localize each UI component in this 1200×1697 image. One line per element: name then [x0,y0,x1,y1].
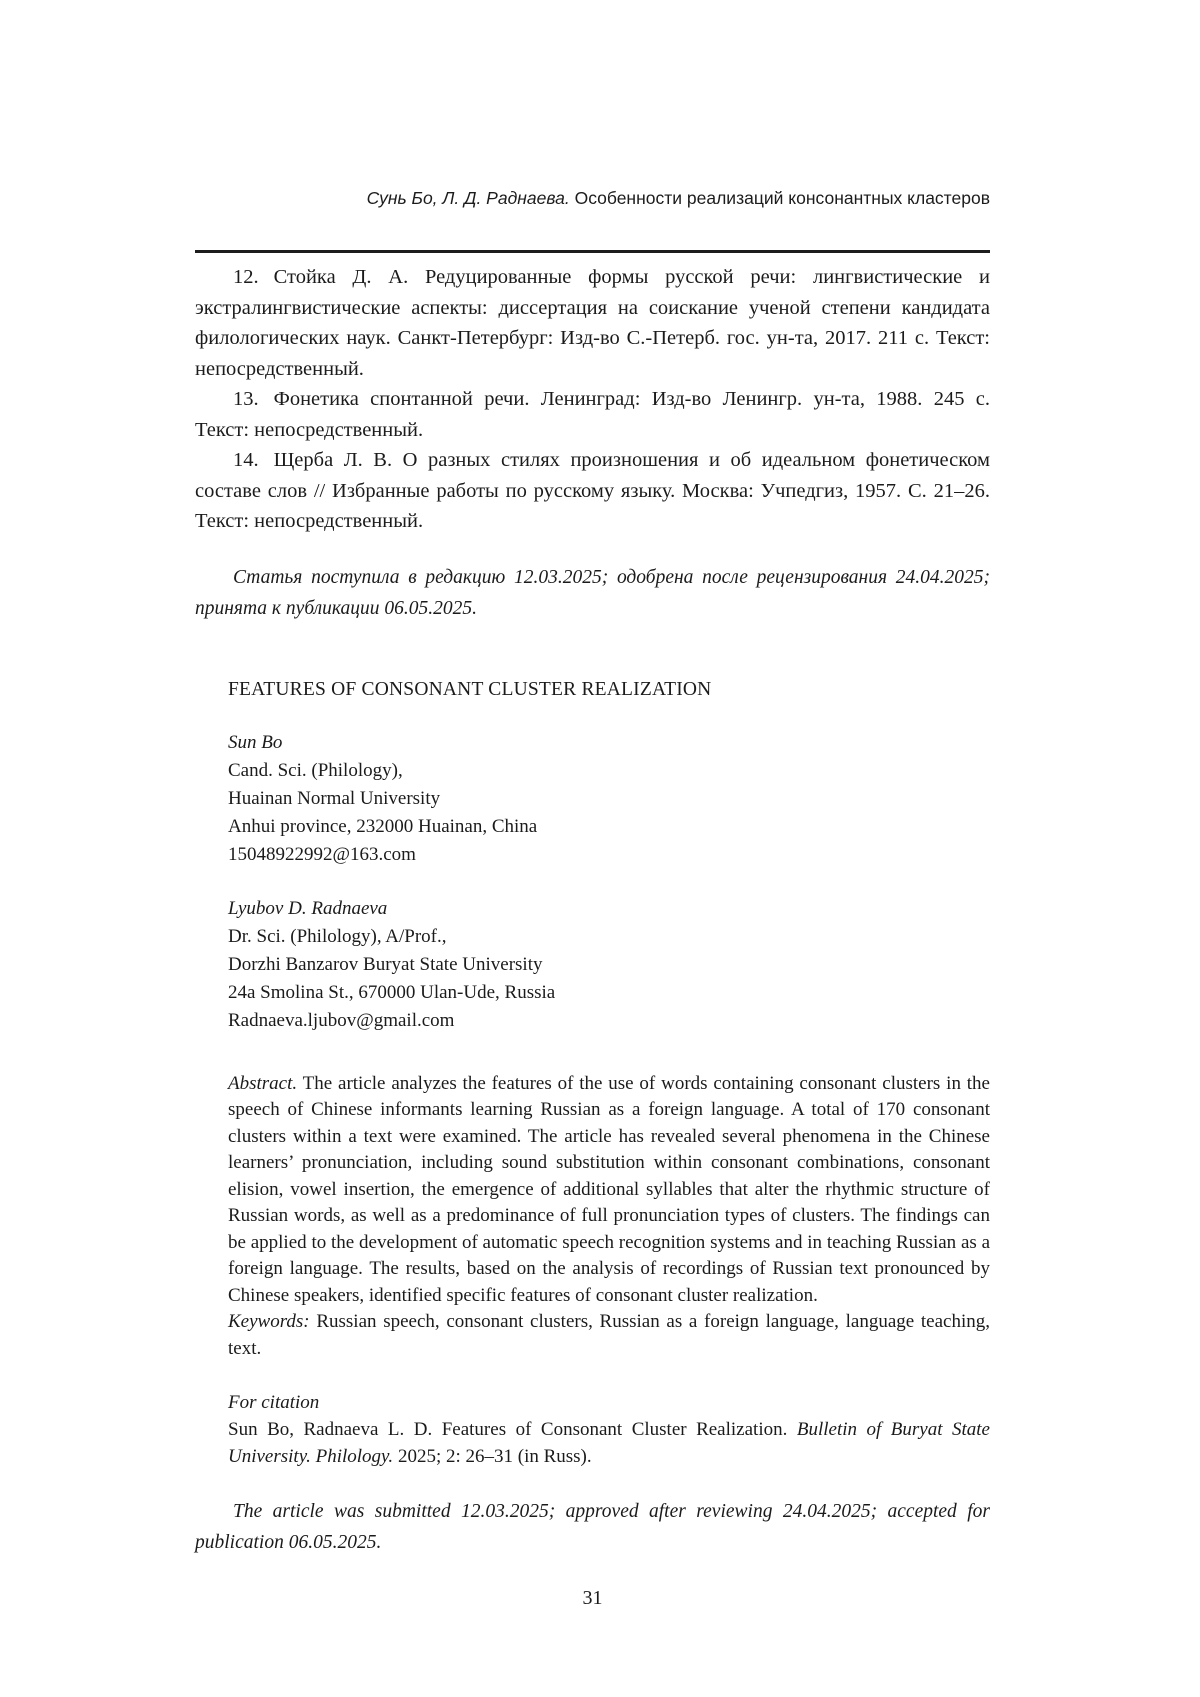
page-number: 31 [582,1587,603,1609]
reference-text: Стойка Д. А. Редуцированные формы русской речи: лингвистические и экстралингвистические аспекты: диссертация на соискание ученой степени кандидата филологических наук. Санкт-Петербург: Изд-во С.-Петерб. гос. ун-та, 2017. 211 с. Текст: непосредственный. [195,266,990,380]
keywords-paragraph [228,1309,990,1362]
citation-text [228,1416,990,1470]
author-address: 24a Smolina St., 670000 Ulan-Ude, Russia [228,981,556,1003]
keywords-text: Russian speech, consonant clusters, Russian as a foreign language, language teaching, text. [228,1311,991,1359]
reference-text: Щерба Л. В. О разных стилях произношения и об идеальном фонетическом составе слов // Избранные работы по русскому языку. Москва: Учпедгиз, 1957. С. 21–26. Текст: непосредственный. [195,449,990,532]
running-header-title: Особенности реализаций консонантных кластеров [574,188,990,208]
reference-number: 12. [233,266,259,288]
english-section [228,677,990,1471]
abstract-text: The article analyzes the features of the use of words containing consonant clusters in the speech of Chinese informants learning Russian as a foreign language. A total of 170 consonant clusters within a text were examined. The article has revealed several phenomena in the Chinese learners’ pronunciation, including sound substitution within consonant combinations, consonant elision, vowel insertion, the emergence of additional syllables that alter the rhythmic structure of Russian words, as well as a predominance of full pronunciation types of clusters. The findings can be applied to the development of automatic speech recognition systems and in teaching Russian as a foreign language. The results, based on the analysis of recordings of Russian text pronounced by Chinese speakers, identified specific features of consonant cluster realization. [228,1072,990,1306]
author-name: Sun Bo [228,731,283,753]
citation-journal: Bulletin of Buryat State University. Philology. [228,1419,990,1467]
author-name: Lyubov D. Radnaeva [228,897,388,919]
references-list [195,262,990,537]
author-email: 15048922992@163.com [228,843,416,865]
abstract-paragraph [228,1071,990,1310]
abstract-label: Abstract. [228,1072,298,1094]
page-content [195,188,990,1610]
submission-note-ru: Статья поступила в редакцию 12.03.2025; одобрена после рецензирования 24.04.2025; принята к публикации 06.05.2025. [195,566,990,619]
running-header [195,188,990,209]
author-degree: Cand. Sci. (Philology), [228,759,403,781]
reference-number: 14. [233,449,259,471]
author-affiliation: Huainan Normal University [228,787,441,809]
author-block-sun-bo [228,729,990,869]
keywords-label: Keywords: [228,1311,310,1332]
for-citation-label: For citation [228,1392,320,1413]
reference-item [195,445,990,537]
running-header-authors: Сунь Бо, Л. Д. Раднаева. [366,188,570,208]
abstract-keywords [228,1071,990,1363]
reference-item [195,384,990,445]
author-affiliation: Dorzhi Banzarov Buryat State University [228,953,543,975]
reference-number: 13. [233,388,259,410]
author-address: Anhui province, 232000 Huainan, China [228,815,538,837]
author-email: Radnaeva.ljubov@gmail.com [228,1009,455,1031]
citation-block [228,1389,990,1470]
reference-item [195,262,990,384]
submission-note-en: The article was submitted 12.03.2025; approved after reviewing 24.04.2025; accepted for publication 06.05.2025. [195,1501,990,1553]
reference-text: Фонетика спонтанной речи. Ленинград: Изд-во Ленингр. ун-та, 1988. 245 с. Текст: непосредственный. [195,388,990,441]
citation-plain: Sun Bo, Radnaeva L. D. Features of Consonant Cluster Realization. [228,1419,788,1440]
article-title-en: FEATURES OF CONSONANT CLUSTER REALIZATION [228,678,712,700]
author-degree: Dr. Sci. (Philology), A/Prof., [228,925,447,947]
author-block-radnaeva [228,895,990,1035]
header-rule [195,250,990,253]
citation-issue: 2025; 2: 26–31 (in Russ). [397,1446,592,1467]
